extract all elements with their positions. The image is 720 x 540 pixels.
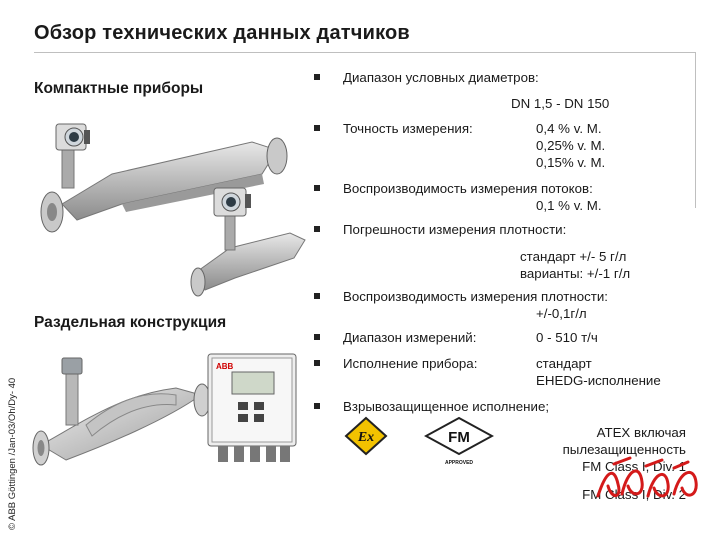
title-divider: [34, 52, 696, 53]
bullet-icon: [314, 74, 320, 80]
slide-title: Обзор технических данных датчиков: [34, 22, 410, 44]
device-design-standard: стандарт: [536, 356, 592, 371]
accuracy-value-1: 0,4 % v. M.: [536, 121, 602, 136]
remote-design-heading: Раздельная конструкция: [34, 314, 227, 331]
remote-sensor-image: [26, 350, 216, 475]
measurement-range-label: Диапазон измерений:: [343, 330, 477, 345]
transmitter-box-image: [204, 350, 302, 468]
device-design-ehedg: EHEDG-исполнение: [536, 373, 661, 388]
compact-devices-heading: Компактные приборы: [34, 80, 204, 97]
bullet-icon: [314, 334, 320, 340]
diameter-range-value: DN 1,5 - DN 150: [511, 96, 610, 111]
compact-flowmeter-image-2: [190, 178, 310, 308]
accuracy-label: Точность измерения:: [343, 121, 473, 136]
density-repeatability-label: Воспроизводимость измерения плотности:: [343, 289, 608, 304]
fm-approved-icon: [424, 416, 494, 468]
accuracy-value-3: 0,15% v. M.: [536, 155, 606, 170]
flow-repeatability-label: Воспроизводимость измерения потоков:: [343, 181, 593, 196]
ex-logo-text: Ex: [357, 430, 375, 445]
explosion-protection-label: Взрывозащищенное исполнение;: [343, 399, 550, 414]
device-design-label: Исполнение прибора:: [343, 356, 478, 371]
atex-line-1: ATEX включая: [596, 425, 686, 440]
copyright-text: © ABB Göttingen /Jan-03/Oh/Dy- 40: [7, 377, 18, 530]
bullet-icon: [314, 125, 320, 131]
fm-logo-text: FM: [448, 429, 470, 446]
right-divider: [695, 53, 696, 208]
fm-logo-subtext: APPROVED: [444, 460, 474, 466]
density-repeatability-value: +/-0,1г/л: [536, 306, 587, 321]
density-error-label: Погрешности измерения плотности:: [343, 222, 567, 237]
fm-div2-line: FM Class I, Div. 2: [582, 487, 686, 502]
atex-line-2: пылезащищенность: [562, 442, 686, 457]
density-error-standard: стандарт +/- 5 г/л: [520, 249, 627, 264]
copyright-note: [6, 300, 20, 530]
flow-repeatability-value: 0,1 % v. M.: [536, 198, 602, 213]
abb-logo: ABB: [216, 362, 234, 371]
bullet-icon: [314, 226, 320, 232]
diameter-range-label: Диапазон условных диаметров:: [343, 70, 539, 85]
red-handwritten-mark: [588, 456, 708, 506]
bullet-icon: [314, 403, 320, 409]
atex-line-3: FM Class I, Div. 1: [582, 459, 686, 474]
bullet-icon: [314, 185, 320, 191]
accuracy-value-2: 0,25% v. M.: [536, 138, 606, 153]
density-error-variants: варианты: +/-1 г/л: [520, 266, 631, 281]
atex-ex-icon: [344, 416, 388, 456]
bullet-icon: [314, 293, 320, 299]
bullet-icon: [314, 360, 320, 366]
measurement-range-value: 0 - 510 т/ч: [536, 330, 598, 345]
